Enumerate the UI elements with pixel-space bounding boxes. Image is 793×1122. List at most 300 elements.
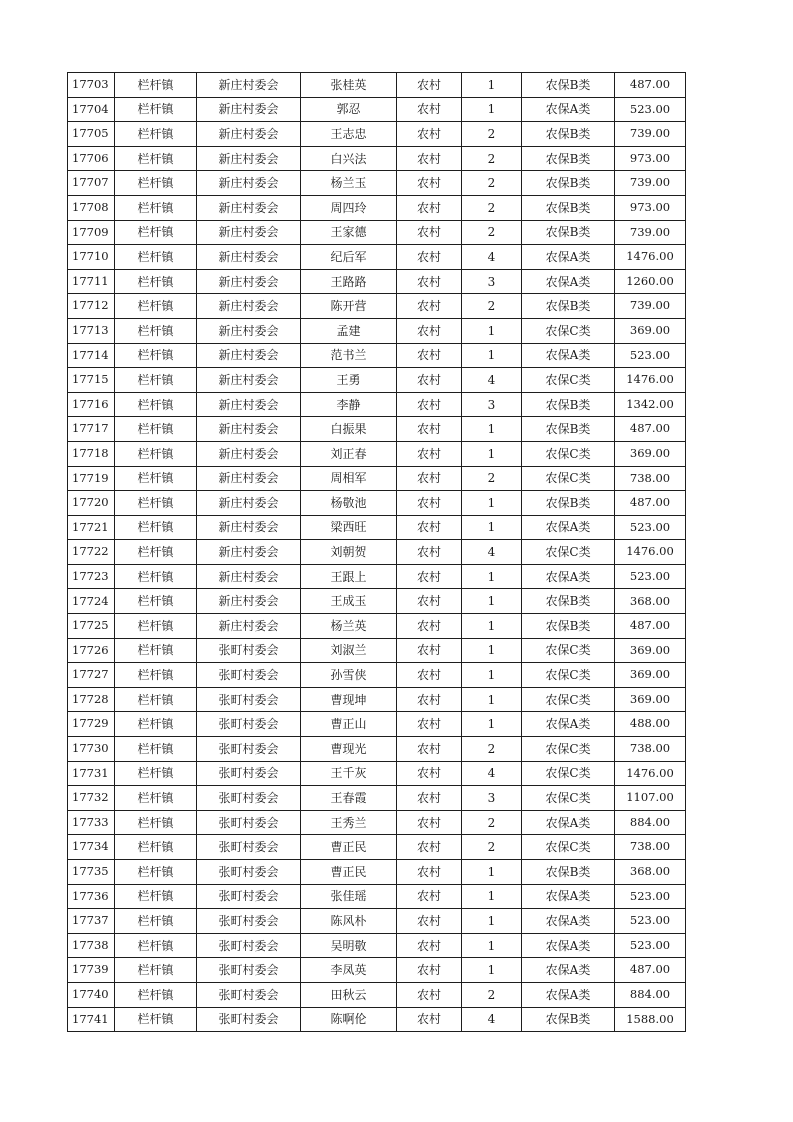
cell-person-name: 曹正民 bbox=[301, 835, 397, 860]
cell-town: 栏杆镇 bbox=[115, 1007, 197, 1032]
cell-town: 栏杆镇 bbox=[115, 97, 197, 122]
cell-amount: 523.00 bbox=[615, 909, 686, 934]
cell-insurance-category: 农保A类 bbox=[522, 712, 615, 737]
table-row bbox=[68, 712, 686, 737]
cell-record-id: 17709 bbox=[68, 220, 115, 245]
cell-household-type: 农村 bbox=[397, 220, 462, 245]
table-row bbox=[68, 614, 686, 639]
cell-insurance-category: 农保B类 bbox=[522, 146, 615, 171]
cell-person-name: 张佳瑶 bbox=[301, 884, 397, 909]
cell-insurance-category: 农保A类 bbox=[522, 958, 615, 983]
cell-record-id: 17735 bbox=[68, 860, 115, 885]
cell-amount: 523.00 bbox=[615, 515, 686, 540]
cell-household-type: 农村 bbox=[397, 417, 462, 442]
cell-member-count: 2 bbox=[462, 122, 522, 147]
cell-person-name: 范书兰 bbox=[301, 343, 397, 368]
cell-amount: 488.00 bbox=[615, 712, 686, 737]
cell-amount: 523.00 bbox=[615, 933, 686, 958]
table-row bbox=[68, 171, 686, 196]
cell-town: 栏杆镇 bbox=[115, 343, 197, 368]
cell-town: 栏杆镇 bbox=[115, 73, 197, 98]
cell-member-count: 1 bbox=[462, 441, 522, 466]
table-row bbox=[68, 515, 686, 540]
cell-person-name: 王志忠 bbox=[301, 122, 397, 147]
cell-member-count: 4 bbox=[462, 368, 522, 393]
table-row bbox=[68, 368, 686, 393]
cell-record-id: 17715 bbox=[68, 368, 115, 393]
cell-amount: 738.00 bbox=[615, 466, 686, 491]
cell-record-id: 17729 bbox=[68, 712, 115, 737]
cell-household-type: 农村 bbox=[397, 343, 462, 368]
cell-village-committee: 张町村委会 bbox=[197, 737, 301, 762]
cell-insurance-category: 农保C类 bbox=[522, 663, 615, 688]
table-row bbox=[68, 958, 686, 983]
cell-household-type: 农村 bbox=[397, 269, 462, 294]
cell-member-count: 1 bbox=[462, 933, 522, 958]
cell-amount: 1476.00 bbox=[615, 761, 686, 786]
cell-record-id: 17726 bbox=[68, 638, 115, 663]
cell-town: 栏杆镇 bbox=[115, 810, 197, 835]
cell-insurance-category: 农保A类 bbox=[522, 97, 615, 122]
cell-village-committee: 张町村委会 bbox=[197, 1007, 301, 1032]
cell-village-committee: 新庄村委会 bbox=[197, 171, 301, 196]
cell-amount: 739.00 bbox=[615, 294, 686, 319]
cell-record-id: 17711 bbox=[68, 269, 115, 294]
cell-insurance-category: 农保B类 bbox=[522, 171, 615, 196]
cell-amount: 973.00 bbox=[615, 195, 686, 220]
cell-household-type: 农村 bbox=[397, 786, 462, 811]
cell-household-type: 农村 bbox=[397, 737, 462, 762]
cell-amount: 487.00 bbox=[615, 73, 686, 98]
cell-household-type: 农村 bbox=[397, 318, 462, 343]
cell-insurance-category: 农保B类 bbox=[522, 860, 615, 885]
cell-insurance-category: 农保A类 bbox=[522, 269, 615, 294]
cell-village-committee: 张町村委会 bbox=[197, 884, 301, 909]
cell-amount: 1342.00 bbox=[615, 392, 686, 417]
cell-insurance-category: 农保A类 bbox=[522, 933, 615, 958]
cell-village-committee: 张町村委会 bbox=[197, 712, 301, 737]
table-row bbox=[68, 294, 686, 319]
cell-insurance-category: 农保C类 bbox=[522, 761, 615, 786]
cell-person-name: 李凤英 bbox=[301, 958, 397, 983]
cell-household-type: 农村 bbox=[397, 835, 462, 860]
cell-record-id: 17706 bbox=[68, 146, 115, 171]
cell-insurance-category: 农保C类 bbox=[522, 687, 615, 712]
cell-household-type: 农村 bbox=[397, 589, 462, 614]
table-row bbox=[68, 860, 686, 885]
cell-household-type: 农村 bbox=[397, 171, 462, 196]
records-table bbox=[67, 72, 686, 1032]
cell-person-name: 刘朝贺 bbox=[301, 540, 397, 565]
cell-insurance-category: 农保A类 bbox=[522, 343, 615, 368]
cell-amount: 369.00 bbox=[615, 663, 686, 688]
cell-household-type: 农村 bbox=[397, 73, 462, 98]
cell-town: 栏杆镇 bbox=[115, 318, 197, 343]
cell-insurance-category: 农保B类 bbox=[522, 220, 615, 245]
cell-household-type: 农村 bbox=[397, 122, 462, 147]
table-row bbox=[68, 269, 686, 294]
cell-person-name: 王千灰 bbox=[301, 761, 397, 786]
cell-household-type: 农村 bbox=[397, 392, 462, 417]
cell-household-type: 农村 bbox=[397, 491, 462, 516]
cell-household-type: 农村 bbox=[397, 195, 462, 220]
cell-person-name: 王路路 bbox=[301, 269, 397, 294]
cell-record-id: 17705 bbox=[68, 122, 115, 147]
cell-household-type: 农村 bbox=[397, 638, 462, 663]
table-row bbox=[68, 786, 686, 811]
cell-record-id: 17710 bbox=[68, 245, 115, 270]
cell-member-count: 1 bbox=[462, 638, 522, 663]
cell-village-committee: 新庄村委会 bbox=[197, 515, 301, 540]
table-row bbox=[68, 810, 686, 835]
cell-amount: 1260.00 bbox=[615, 269, 686, 294]
cell-village-committee: 新庄村委会 bbox=[197, 540, 301, 565]
cell-amount: 1476.00 bbox=[615, 245, 686, 270]
cell-household-type: 农村 bbox=[397, 614, 462, 639]
cell-record-id: 17707 bbox=[68, 171, 115, 196]
cell-town: 栏杆镇 bbox=[115, 614, 197, 639]
cell-member-count: 3 bbox=[462, 786, 522, 811]
table-row bbox=[68, 933, 686, 958]
cell-record-id: 17712 bbox=[68, 294, 115, 319]
cell-town: 栏杆镇 bbox=[115, 687, 197, 712]
cell-town: 栏杆镇 bbox=[115, 589, 197, 614]
table-row bbox=[68, 195, 686, 220]
cell-member-count: 1 bbox=[462, 909, 522, 934]
cell-person-name: 曹现光 bbox=[301, 737, 397, 762]
cell-village-committee: 新庄村委会 bbox=[197, 441, 301, 466]
cell-person-name: 周相军 bbox=[301, 466, 397, 491]
cell-insurance-category: 农保A类 bbox=[522, 245, 615, 270]
table-row bbox=[68, 564, 686, 589]
table-row bbox=[68, 638, 686, 663]
table-row bbox=[68, 1007, 686, 1032]
cell-member-count: 1 bbox=[462, 564, 522, 589]
cell-member-count: 2 bbox=[462, 294, 522, 319]
cell-village-committee: 新庄村委会 bbox=[197, 269, 301, 294]
cell-record-id: 17738 bbox=[68, 933, 115, 958]
cell-member-count: 2 bbox=[462, 466, 522, 491]
cell-record-id: 17708 bbox=[68, 195, 115, 220]
cell-household-type: 农村 bbox=[397, 294, 462, 319]
table-row bbox=[68, 761, 686, 786]
cell-village-committee: 新庄村委会 bbox=[197, 73, 301, 98]
cell-town: 栏杆镇 bbox=[115, 564, 197, 589]
cell-record-id: 17721 bbox=[68, 515, 115, 540]
table-row bbox=[68, 663, 686, 688]
table-row bbox=[68, 909, 686, 934]
cell-record-id: 17740 bbox=[68, 982, 115, 1007]
cell-insurance-category: 农保A类 bbox=[522, 909, 615, 934]
cell-record-id: 17717 bbox=[68, 417, 115, 442]
cell-record-id: 17731 bbox=[68, 761, 115, 786]
cell-amount: 487.00 bbox=[615, 614, 686, 639]
cell-record-id: 17704 bbox=[68, 97, 115, 122]
cell-household-type: 农村 bbox=[397, 687, 462, 712]
cell-insurance-category: 农保B类 bbox=[522, 491, 615, 516]
cell-amount: 369.00 bbox=[615, 318, 686, 343]
cell-amount: 1588.00 bbox=[615, 1007, 686, 1032]
cell-person-name: 梁西旺 bbox=[301, 515, 397, 540]
table-row bbox=[68, 245, 686, 270]
cell-town: 栏杆镇 bbox=[115, 909, 197, 934]
cell-member-count: 2 bbox=[462, 195, 522, 220]
cell-insurance-category: 农保A类 bbox=[522, 884, 615, 909]
cell-village-committee: 新庄村委会 bbox=[197, 564, 301, 589]
cell-person-name: 陈风朴 bbox=[301, 909, 397, 934]
cell-insurance-category: 农保C类 bbox=[522, 786, 615, 811]
cell-household-type: 农村 bbox=[397, 515, 462, 540]
cell-insurance-category: 农保B类 bbox=[522, 392, 615, 417]
cell-household-type: 农村 bbox=[397, 540, 462, 565]
cell-record-id: 17723 bbox=[68, 564, 115, 589]
cell-village-committee: 新庄村委会 bbox=[197, 146, 301, 171]
cell-record-id: 17714 bbox=[68, 343, 115, 368]
table-row bbox=[68, 122, 686, 147]
cell-member-count: 1 bbox=[462, 515, 522, 540]
cell-household-type: 农村 bbox=[397, 884, 462, 909]
cell-member-count: 2 bbox=[462, 982, 522, 1007]
cell-person-name: 曹正民 bbox=[301, 860, 397, 885]
cell-village-committee: 新庄村委会 bbox=[197, 614, 301, 639]
table-row bbox=[68, 220, 686, 245]
cell-household-type: 农村 bbox=[397, 860, 462, 885]
cell-person-name: 王春霞 bbox=[301, 786, 397, 811]
cell-person-name: 王勇 bbox=[301, 368, 397, 393]
cell-member-count: 1 bbox=[462, 958, 522, 983]
cell-member-count: 2 bbox=[462, 220, 522, 245]
cell-village-committee: 新庄村委会 bbox=[197, 318, 301, 343]
table-row bbox=[68, 466, 686, 491]
cell-amount: 523.00 bbox=[615, 343, 686, 368]
table-row bbox=[68, 73, 686, 98]
cell-village-committee: 新庄村委会 bbox=[197, 294, 301, 319]
cell-record-id: 17737 bbox=[68, 909, 115, 934]
cell-person-name: 杨敬池 bbox=[301, 491, 397, 516]
cell-village-committee: 张町村委会 bbox=[197, 687, 301, 712]
cell-insurance-category: 农保B类 bbox=[522, 122, 615, 147]
cell-record-id: 17734 bbox=[68, 835, 115, 860]
cell-town: 栏杆镇 bbox=[115, 933, 197, 958]
table-row bbox=[68, 97, 686, 122]
cell-town: 栏杆镇 bbox=[115, 982, 197, 1007]
cell-amount: 884.00 bbox=[615, 982, 686, 1007]
cell-person-name: 郭忍 bbox=[301, 97, 397, 122]
cell-household-type: 农村 bbox=[397, 97, 462, 122]
cell-household-type: 农村 bbox=[397, 368, 462, 393]
cell-household-type: 农村 bbox=[397, 466, 462, 491]
cell-amount: 487.00 bbox=[615, 491, 686, 516]
cell-insurance-category: 农保A类 bbox=[522, 982, 615, 1007]
cell-record-id: 17722 bbox=[68, 540, 115, 565]
cell-member-count: 2 bbox=[462, 835, 522, 860]
cell-person-name: 王家德 bbox=[301, 220, 397, 245]
cell-person-name: 曹正山 bbox=[301, 712, 397, 737]
cell-member-count: 1 bbox=[462, 417, 522, 442]
table-row bbox=[68, 540, 686, 565]
cell-amount: 739.00 bbox=[615, 171, 686, 196]
cell-village-committee: 张町村委会 bbox=[197, 982, 301, 1007]
cell-record-id: 17718 bbox=[68, 441, 115, 466]
table-row bbox=[68, 982, 686, 1007]
cell-village-committee: 张町村委会 bbox=[197, 761, 301, 786]
cell-town: 栏杆镇 bbox=[115, 712, 197, 737]
cell-town: 栏杆镇 bbox=[115, 441, 197, 466]
cell-town: 栏杆镇 bbox=[115, 835, 197, 860]
cell-village-committee: 张町村委会 bbox=[197, 786, 301, 811]
cell-person-name: 李静 bbox=[301, 392, 397, 417]
cell-town: 栏杆镇 bbox=[115, 146, 197, 171]
cell-record-id: 17703 bbox=[68, 73, 115, 98]
cell-person-name: 田秋云 bbox=[301, 982, 397, 1007]
table-row bbox=[68, 687, 686, 712]
cell-member-count: 4 bbox=[462, 1007, 522, 1032]
cell-record-id: 17736 bbox=[68, 884, 115, 909]
cell-household-type: 农村 bbox=[397, 909, 462, 934]
cell-insurance-category: 农保B类 bbox=[522, 294, 615, 319]
cell-record-id: 17741 bbox=[68, 1007, 115, 1032]
cell-insurance-category: 农保C类 bbox=[522, 638, 615, 663]
cell-record-id: 17725 bbox=[68, 614, 115, 639]
cell-insurance-category: 农保C类 bbox=[522, 368, 615, 393]
cell-member-count: 1 bbox=[462, 589, 522, 614]
cell-member-count: 4 bbox=[462, 540, 522, 565]
cell-insurance-category: 农保C类 bbox=[522, 318, 615, 343]
cell-village-committee: 新庄村委会 bbox=[197, 466, 301, 491]
cell-household-type: 农村 bbox=[397, 146, 462, 171]
table-row bbox=[68, 441, 686, 466]
cell-household-type: 农村 bbox=[397, 982, 462, 1007]
cell-village-committee: 新庄村委会 bbox=[197, 220, 301, 245]
cell-town: 栏杆镇 bbox=[115, 540, 197, 565]
cell-record-id: 17730 bbox=[68, 737, 115, 762]
cell-record-id: 17719 bbox=[68, 466, 115, 491]
cell-amount: 487.00 bbox=[615, 958, 686, 983]
cell-town: 栏杆镇 bbox=[115, 220, 197, 245]
cell-village-committee: 新庄村委会 bbox=[197, 343, 301, 368]
cell-member-count: 1 bbox=[462, 491, 522, 516]
cell-village-committee: 张町村委会 bbox=[197, 933, 301, 958]
cell-town: 栏杆镇 bbox=[115, 761, 197, 786]
cell-household-type: 农村 bbox=[397, 810, 462, 835]
cell-village-committee: 新庄村委会 bbox=[197, 368, 301, 393]
cell-village-committee: 新庄村委会 bbox=[197, 245, 301, 270]
cell-member-count: 4 bbox=[462, 245, 522, 270]
cell-insurance-category: 农保A类 bbox=[522, 515, 615, 540]
cell-person-name: 纪后军 bbox=[301, 245, 397, 270]
cell-person-name: 白振果 bbox=[301, 417, 397, 442]
records-table-body bbox=[68, 73, 686, 1032]
cell-amount: 973.00 bbox=[615, 146, 686, 171]
cell-amount: 369.00 bbox=[615, 638, 686, 663]
table-row bbox=[68, 146, 686, 171]
cell-village-committee: 张町村委会 bbox=[197, 958, 301, 983]
cell-person-name: 张桂英 bbox=[301, 73, 397, 98]
cell-amount: 369.00 bbox=[615, 441, 686, 466]
cell-household-type: 农村 bbox=[397, 712, 462, 737]
cell-household-type: 农村 bbox=[397, 958, 462, 983]
cell-insurance-category: 农保C类 bbox=[522, 737, 615, 762]
cell-town: 栏杆镇 bbox=[115, 245, 197, 270]
cell-record-id: 17724 bbox=[68, 589, 115, 614]
cell-person-name: 陈啊伦 bbox=[301, 1007, 397, 1032]
cell-insurance-category: 农保C类 bbox=[522, 835, 615, 860]
cell-record-id: 17720 bbox=[68, 491, 115, 516]
cell-amount: 487.00 bbox=[615, 417, 686, 442]
cell-record-id: 17713 bbox=[68, 318, 115, 343]
cell-member-count: 3 bbox=[462, 392, 522, 417]
cell-person-name: 陈开营 bbox=[301, 294, 397, 319]
cell-member-count: 1 bbox=[462, 663, 522, 688]
cell-town: 栏杆镇 bbox=[115, 269, 197, 294]
cell-town: 栏杆镇 bbox=[115, 195, 197, 220]
table-row bbox=[68, 491, 686, 516]
cell-record-id: 17739 bbox=[68, 958, 115, 983]
table-row bbox=[68, 589, 686, 614]
cell-member-count: 1 bbox=[462, 318, 522, 343]
cell-person-name: 刘正春 bbox=[301, 441, 397, 466]
cell-village-committee: 新庄村委会 bbox=[197, 122, 301, 147]
cell-person-name: 白兴法 bbox=[301, 146, 397, 171]
cell-village-committee: 新庄村委会 bbox=[197, 392, 301, 417]
cell-amount: 523.00 bbox=[615, 884, 686, 909]
cell-amount: 738.00 bbox=[615, 835, 686, 860]
cell-member-count: 3 bbox=[462, 269, 522, 294]
cell-household-type: 农村 bbox=[397, 441, 462, 466]
cell-insurance-category: 农保C类 bbox=[522, 441, 615, 466]
cell-person-name: 杨兰玉 bbox=[301, 171, 397, 196]
cell-village-committee: 新庄村委会 bbox=[197, 195, 301, 220]
cell-village-committee: 张町村委会 bbox=[197, 860, 301, 885]
cell-person-name: 孟建 bbox=[301, 318, 397, 343]
table-row bbox=[68, 835, 686, 860]
table-row bbox=[68, 417, 686, 442]
cell-household-type: 农村 bbox=[397, 933, 462, 958]
cell-member-count: 1 bbox=[462, 73, 522, 98]
cell-village-committee: 新庄村委会 bbox=[197, 417, 301, 442]
cell-town: 栏杆镇 bbox=[115, 491, 197, 516]
cell-town: 栏杆镇 bbox=[115, 737, 197, 762]
cell-amount: 369.00 bbox=[615, 687, 686, 712]
cell-record-id: 17728 bbox=[68, 687, 115, 712]
cell-person-name: 王成玉 bbox=[301, 589, 397, 614]
cell-person-name: 王秀兰 bbox=[301, 810, 397, 835]
cell-member-count: 1 bbox=[462, 860, 522, 885]
cell-person-name: 吴明敬 bbox=[301, 933, 397, 958]
cell-amount: 368.00 bbox=[615, 860, 686, 885]
cell-town: 栏杆镇 bbox=[115, 466, 197, 491]
cell-amount: 738.00 bbox=[615, 737, 686, 762]
cell-village-committee: 新庄村委会 bbox=[197, 97, 301, 122]
cell-town: 栏杆镇 bbox=[115, 860, 197, 885]
cell-record-id: 17733 bbox=[68, 810, 115, 835]
cell-person-name: 王跟上 bbox=[301, 564, 397, 589]
cell-village-committee: 张町村委会 bbox=[197, 835, 301, 860]
cell-town: 栏杆镇 bbox=[115, 884, 197, 909]
table-row bbox=[68, 318, 686, 343]
cell-member-count: 4 bbox=[462, 761, 522, 786]
cell-insurance-category: 农保C类 bbox=[522, 540, 615, 565]
cell-household-type: 农村 bbox=[397, 761, 462, 786]
cell-town: 栏杆镇 bbox=[115, 122, 197, 147]
cell-insurance-category: 农保B类 bbox=[522, 73, 615, 98]
cell-insurance-category: 农保A类 bbox=[522, 564, 615, 589]
cell-insurance-category: 农保B类 bbox=[522, 589, 615, 614]
cell-town: 栏杆镇 bbox=[115, 417, 197, 442]
cell-insurance-category: 农保A类 bbox=[522, 810, 615, 835]
cell-person-name: 刘淑兰 bbox=[301, 638, 397, 663]
cell-household-type: 农村 bbox=[397, 1007, 462, 1032]
